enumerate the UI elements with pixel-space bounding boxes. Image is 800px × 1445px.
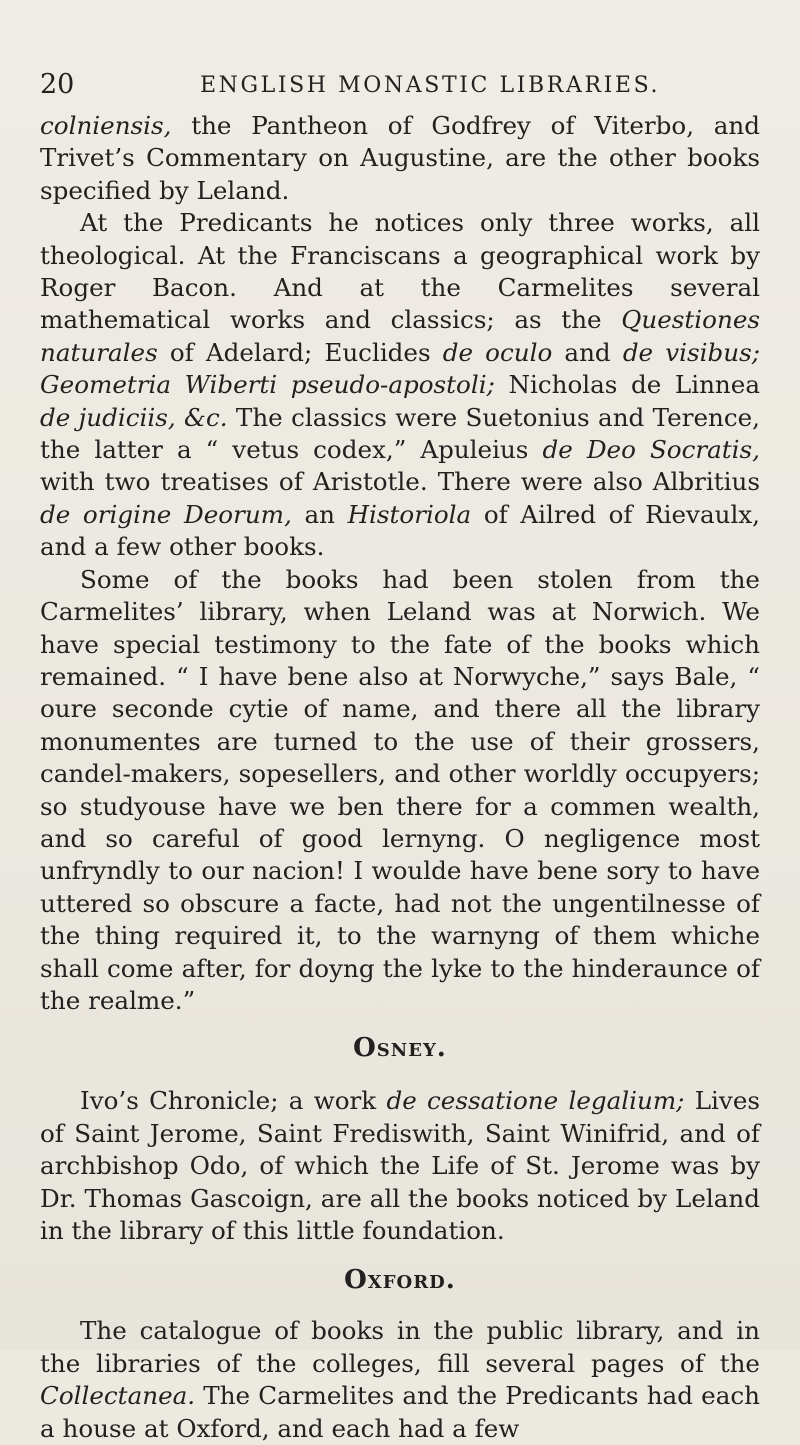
text-run: and [552, 337, 623, 367]
running-head [40, 70, 760, 110]
italic-phrase: de visibus; Geometria Wiberti pseudo-apostoli; [40, 337, 760, 400]
text-run: of Ailred of Rievaulx, and a few other books. [40, 499, 760, 562]
text-run: The catalogue of books in the public library, and in the libraries of the colleges, fill several pages of the [40, 1316, 760, 1378]
text-run: The classics were Suetonius and Terence, the latter a “ vetus codex,” Apuleius [40, 402, 760, 465]
text-run: Ivo’s Chronicle; a work [80, 1086, 387, 1116]
italic-phrase: Historiola [347, 499, 472, 529]
text-run: Lives of Saint Jerome, Saint Frediswith, Saint Winifrid, and of archbishop Odo, of which the Life of St. Jerome was by Dr. Thomas Gascoign, are all the books noticed by Leland in the library of this little foundation. [40, 1086, 760, 1245]
paragraph-oxford [40, 1315, 760, 1445]
italic-phrase: de oculo [442, 337, 553, 367]
italic-phrase: de cessatione legalium; [386, 1086, 685, 1116]
italic-phrase: de origine Deorum, [40, 499, 292, 529]
section-heading-oxford: Oxford. [344, 1265, 456, 1296]
text-run: At the Predicants he notices only three works, all theological. At the Franciscans a geographical work by Roger Bacon. And at the Carmelites several mathematical works and classics; as the [40, 208, 760, 335]
section-heading-osney: Osney. [353, 1033, 447, 1064]
running-title: ENGLISH MONASTIC LIBRARIES. [199, 73, 661, 98]
italic-phrase: Questiones naturales [40, 305, 760, 367]
paragraph-osney [40, 1085, 760, 1247]
paragraph-predicants [40, 207, 760, 563]
italic-phrase: colniensis, [40, 111, 172, 140]
page-number: 20 [40, 69, 75, 100]
paragraph-norwich: Some of the books had been stolen from the Carmelites’ library, when Leland was at Norwich. We have special testimony to the fate of the books which remained. “ I have bene also at Norwyche,” says Bale, “ oure seconde cytie of name, and there all the library monumentes are turned to the use of their grossers, candel-makers, sopesellers, and other worldly occupyers; so studyouse have we ben there for a commen wealth, and so careful of good lernyng. O negligence most unfryndly to our nacion! I woulde have bene sory to have uttered so obscure a facte, had not the ungentilnesse of the thing required it, to the warnyng of them whiche shall come after, for doyng the lyke to the hinderaunce of the realme.” [40, 564, 760, 1015]
text-run: an [291, 499, 348, 529]
text-run: of Adelard; Euclides [157, 337, 443, 367]
text-run: the Pantheon of Godfrey of Viterbo, and Trivet’s Commentary on Augustine, are the other books specified by Leland. [40, 111, 760, 205]
text-run: with two treatises of Aristotle. There were also Albritius [40, 467, 760, 497]
italic-phrase: de Deo Socratis, [542, 435, 760, 465]
italic-phrase: de judiciis, &c. [40, 402, 228, 432]
text-run: Nicholas de Linnea [494, 370, 760, 400]
paragraph-trivet [40, 110, 760, 207]
italic-phrase: Collectanea. [40, 1381, 196, 1411]
text-run: The Carmelites and the Predicants had each a house at Oxford, and each had a few [40, 1381, 760, 1443]
